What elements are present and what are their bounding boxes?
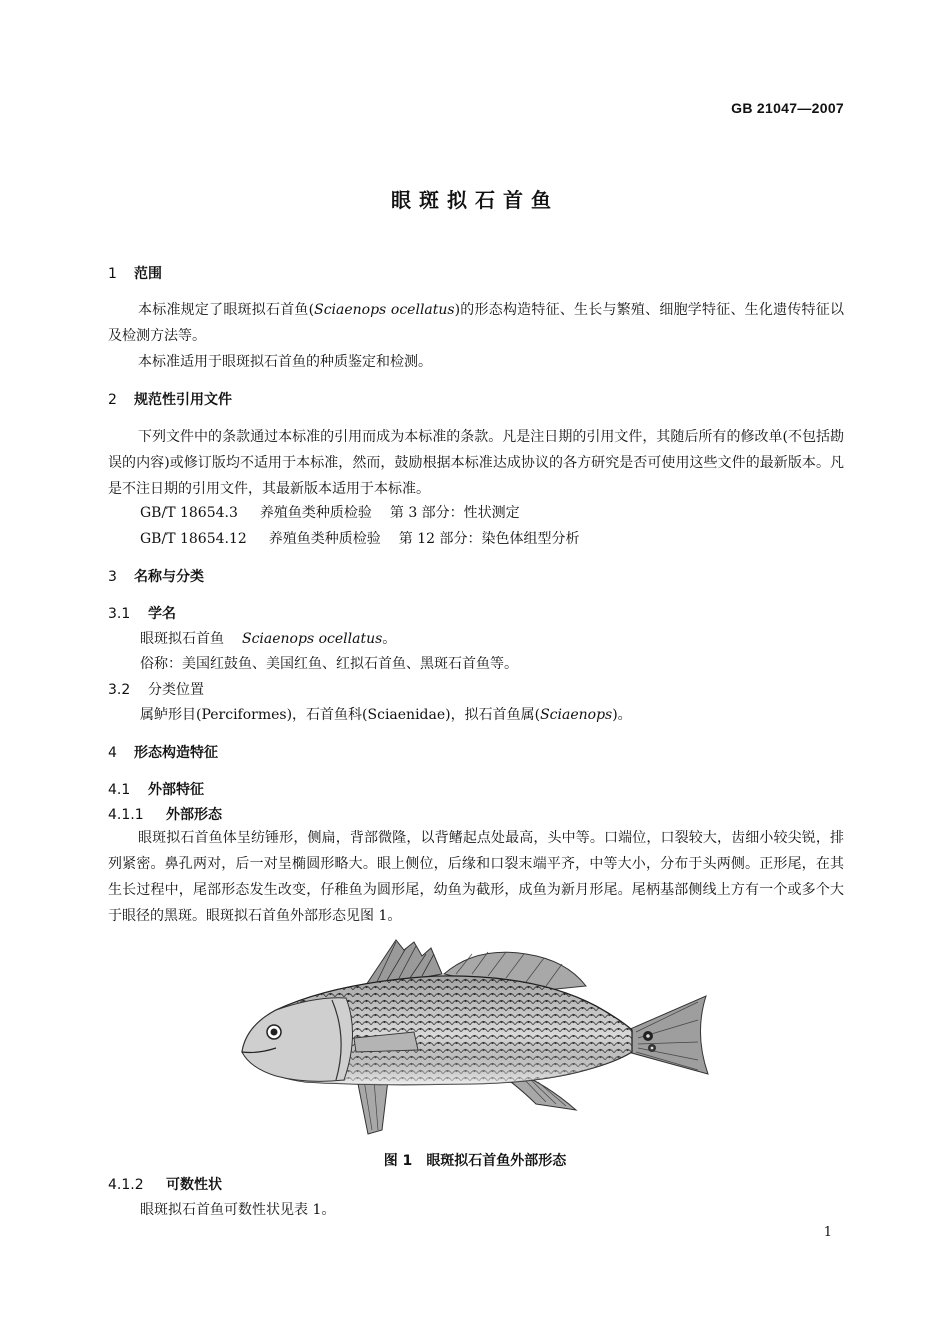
section-title: 学名 xyxy=(148,606,176,622)
section-3-heading xyxy=(108,566,204,586)
section-4-heading xyxy=(108,742,218,762)
section-title: 规范性引用文件 xyxy=(134,392,232,408)
figure-title: 眼斑拟石首鱼外部形态 xyxy=(426,1153,567,1169)
genus-name: Sciaenops xyxy=(540,707,613,723)
section-2-heading xyxy=(108,389,232,409)
section-1-paragraph-1 xyxy=(108,297,844,349)
section-number: 1 xyxy=(108,266,117,282)
figure-caption xyxy=(0,1150,950,1170)
section-4-1-1-heading xyxy=(108,804,222,824)
fish-illustration xyxy=(236,934,716,1139)
ref-title: 养殖鱼类种质检验 xyxy=(268,531,381,547)
reference-2 xyxy=(140,528,580,548)
page-number: 1 xyxy=(823,1225,832,1240)
section-number: 3 xyxy=(108,569,117,585)
section-4-1-2-heading xyxy=(108,1174,222,1194)
text: 本标准规定了眼斑拟石首鱼( xyxy=(138,302,315,318)
countable-traits-paragraph: 眼斑拟石首鱼可数性状见表 1。 xyxy=(140,1202,336,1218)
section-number: 4.1.2 xyxy=(108,1177,144,1193)
section-title: 分类位置 xyxy=(148,682,204,698)
section-2-paragraph: 下列文件中的条款通过本标准的引用而成为本标准的条款。凡是注日期的引用文件，其随后所有的修改单(不包括勘误的内容)或修订版均不适用于本标准，然而，鼓励根据本标准达成协议的各方研究是否可使用这些文件的最新版本。凡是不注日期的引用文件，其最新版本适用于本标准。 xyxy=(108,429,844,497)
standard-code: GB 21047—2007 xyxy=(731,100,844,116)
section-title: 外部形态 xyxy=(166,807,222,823)
section-title: 可数性状 xyxy=(166,1177,222,1193)
scientific-name-line xyxy=(140,628,396,648)
ref-part: 第 3 部分：性状测定 xyxy=(389,505,520,521)
text: 。 xyxy=(382,631,397,647)
section-number: 4 xyxy=(108,745,117,761)
section-3-1-heading xyxy=(108,603,176,623)
ref-code: GB/T 18654.12 xyxy=(140,531,247,547)
scientific-name: Sciaenops ocellatus xyxy=(314,302,455,318)
figure-number: 图 1 xyxy=(383,1153,413,1169)
section-number: 3.2 xyxy=(108,682,131,698)
external-morphology-paragraph: 眼斑拟石首鱼体呈纺锤形，侧扁，背部微隆，以背鳍起点处最高，头中等。口端位，口裂较大，齿细小较尖锐，排列紧密。鼻孔两对，后一对呈椭圆形略大。眼上侧位，后缘和口裂末端平齐，中等大小，分布于头两侧。正形尾，在其生长过程中，尾部形态发生改变，仔稚鱼为圆形尾，幼鱼为截形，成鱼为新月形尾。尾柄基部侧线上方有一个或多个大于眼径的黑斑。眼斑拟石首鱼外部形态见图 1。 xyxy=(108,830,844,924)
taxonomy-line xyxy=(140,704,632,724)
section-3-2-heading xyxy=(108,679,204,699)
common-names: 俗称：美国红鼓鱼、美国红鱼、红拟石首鱼、黑斑石首鱼等。 xyxy=(140,656,518,672)
section-title: 名称与分类 xyxy=(134,569,204,585)
section-number: 2 xyxy=(108,392,117,408)
section-1-paragraph-2: 本标准适用于眼斑拟石首鱼的种质鉴定和检测。 xyxy=(138,354,432,370)
ref-title: 养殖鱼类种质检验 xyxy=(259,505,372,521)
section-title: 外部特征 xyxy=(148,782,204,798)
section-1-heading xyxy=(108,263,162,283)
section-number: 3.1 xyxy=(108,606,131,622)
section-title: 形态构造特征 xyxy=(134,745,218,761)
chinese-name: 眼斑拟石首鱼 xyxy=(140,631,224,647)
ref-part: 第 12 部分：染色体组型分析 xyxy=(398,531,580,547)
section-number: 4.1.1 xyxy=(108,807,144,823)
ref-code: GB/T 18654.3 xyxy=(140,505,238,521)
text: )。 xyxy=(612,707,632,723)
reference-1 xyxy=(140,502,520,522)
scientific-name: Sciaenops ocellatus xyxy=(242,631,383,647)
page-title: 眼斑拟石首鱼 xyxy=(391,188,559,212)
section-number: 4.1 xyxy=(108,782,131,798)
section-title: 范围 xyxy=(134,266,162,282)
section-4-1-heading xyxy=(108,779,204,799)
text: )的形态构造特征、生长与繁殖、细胞学特征、生化遗传特征以及检测方法等。 xyxy=(108,302,844,344)
text: 属鲈形目(Perciformes)，石首鱼科(Sciaenidae)，拟石首鱼属( xyxy=(140,707,541,723)
